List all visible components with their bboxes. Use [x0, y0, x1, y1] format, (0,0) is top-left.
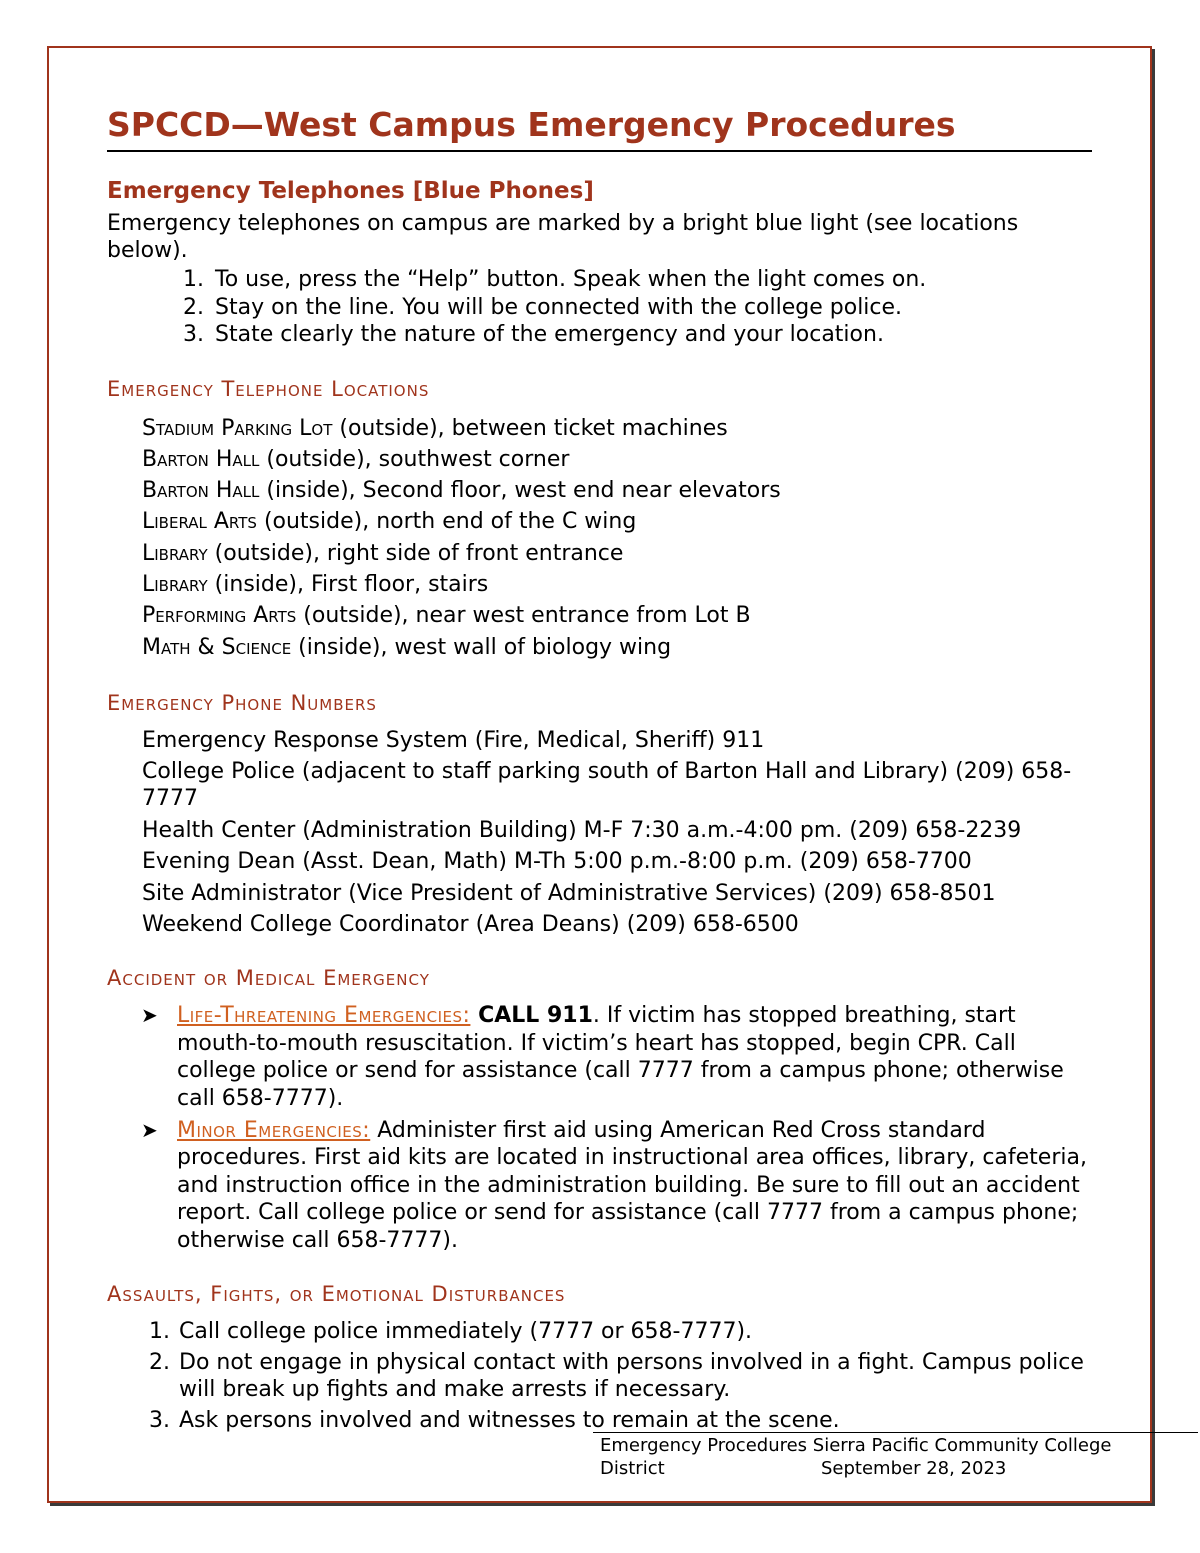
- page-footer: [600, 1434, 1160, 1480]
- location-detail: (outside), north end of the C wing: [256, 509, 637, 535]
- blue-phones-steps: [107, 266, 1092, 349]
- location-item: [142, 506, 1092, 537]
- footer-district: District: [600, 1458, 665, 1479]
- phone-numbers-list: [107, 727, 1092, 939]
- arrow-bullet-icon: ➤: [141, 1118, 158, 1142]
- accident-list: [107, 1002, 1092, 1254]
- phone-number-item: Evening Dean (Asst. Dean, Math) M-Th 5:00 p.m.-8:00 p.m. (209) 658-7700: [142, 849, 972, 875]
- assault-item: 1. Call college police immediately (7777 or 658-7777).: [177, 1318, 1092, 1345]
- accident-text: . If victim has stopped breathing, start mouth-to-mouth resuscitation. If victim’s heart has stopped, begin CPR. Call college police or send for assistance (call 7777 from a campus phone; otherwise call 658-7777).: [177, 1003, 1064, 1111]
- location-detail: (outside), right side of front entrance: [207, 540, 624, 566]
- step-item: 2. Stay on the line. You will be connected with the college police.: [211, 294, 1092, 322]
- footer-divider: [593, 1432, 1198, 1433]
- arrow-bullet-icon: ➤: [141, 1003, 158, 1028]
- phone-number-item: Health Center (Administration Building) M-F 7:30 a.m.-4:00 pm. (209) 658-2239: [142, 817, 1022, 843]
- location-item: [142, 413, 1092, 444]
- document-content: [107, 100, 1092, 1438]
- phone-number-item: Emergency Response System (Fire, Medical, Sheriff) 911: [142, 727, 765, 753]
- location-place: Math & Science: [142, 634, 292, 660]
- assaults-list: [107, 1318, 1092, 1435]
- blue-phones-intro: Emergency telephones on campus are marked by a bright blue light (see locations below).: [107, 211, 1019, 263]
- assault-item: 2. Do not engage in physical contact with persons involved in a fight. Campus police will break up fights and make arrests if necessary.: [177, 1349, 1092, 1404]
- minor-emergencies-link[interactable]: Minor Emergencies:: [177, 1118, 371, 1143]
- location-detail: (outside), southwest corner: [259, 446, 570, 472]
- phone-number-item: Site Administrator (Vice President of Administrative Services) (209) 658-8501: [142, 880, 996, 906]
- step-item: 3. State clearly the nature of the emergency and your location.: [211, 321, 1092, 349]
- location-item: [142, 569, 1092, 600]
- location-detail: (inside), Second floor, west end near elevators: [259, 478, 781, 504]
- locations-heading: Emergency Telephone Locations: [107, 376, 430, 401]
- locations-list: [107, 413, 1092, 663]
- location-item: [142, 600, 1092, 631]
- assaults-heading: Assaults, Fights, or Emotional Disturbances: [107, 1282, 566, 1307]
- location-place: Barton Hall: [142, 478, 260, 504]
- accident-text: Administer first aid using American Red Cross standard procedures. First aid kits are located in instructional area offices, library, cafeteria, and instruction office in the administration building. Be sure to fill out an accident report. Call college police or send for assistance (call 7777 from a campus phone; otherwise call 658-7777).: [177, 1118, 1087, 1253]
- footer-line-1: Emergency Procedures Sierra Pacific Community College: [600, 1435, 1112, 1456]
- location-detail: (inside), First floor, stairs: [207, 571, 489, 597]
- accident-item: [141, 1002, 1092, 1112]
- location-item: [142, 444, 1092, 475]
- phone-number-item: Weekend College Coordinator (Area Deans) (209) 658-6500: [142, 912, 799, 938]
- life-threatening-link[interactable]: Life-Threatening Emergencies:: [177, 1003, 471, 1029]
- step-item: 1. To use, press the “Help” button. Speak when the light comes on.: [211, 266, 1092, 294]
- location-item: [142, 632, 1092, 663]
- location-place: Stadium Parking Lot: [142, 415, 333, 441]
- location-detail: (outside), between ticket machines: [332, 415, 728, 441]
- location-place: Library: [142, 540, 208, 566]
- phone-numbers-heading: Emergency Phone Numbers: [107, 690, 377, 715]
- accident-item: [141, 1117, 1092, 1254]
- location-place: Performing Arts: [142, 603, 297, 629]
- location-place: Liberal Arts: [142, 509, 257, 535]
- location-place: Barton Hall: [142, 446, 260, 472]
- location-item: [142, 538, 1092, 569]
- assault-item: 3. Ask persons involved and witnesses to remain at the scene.: [177, 1407, 1092, 1434]
- call-911-text: CALL 911: [470, 1003, 593, 1029]
- location-detail: (inside), west wall of biology wing: [291, 634, 672, 660]
- phone-number-item: College Police (adjacent to staff parking south of Barton Hall and Library) (209) 658-7777: [142, 759, 1072, 812]
- accident-heading: Accident or Medical Emergency: [107, 966, 430, 991]
- location-item: [142, 475, 1092, 506]
- location-place: Library: [142, 571, 208, 597]
- location-detail: (outside), near west entrance from Lot B: [296, 603, 751, 629]
- footer-date: September 28, 2023: [821, 1458, 1007, 1479]
- page-title: SPCCD—West Campus Emergency Procedures: [107, 100, 1092, 152]
- footer-line-2: [600, 1457, 1160, 1480]
- blue-phones-heading: Emergency Telephones [Blue Phones]: [107, 178, 594, 204]
